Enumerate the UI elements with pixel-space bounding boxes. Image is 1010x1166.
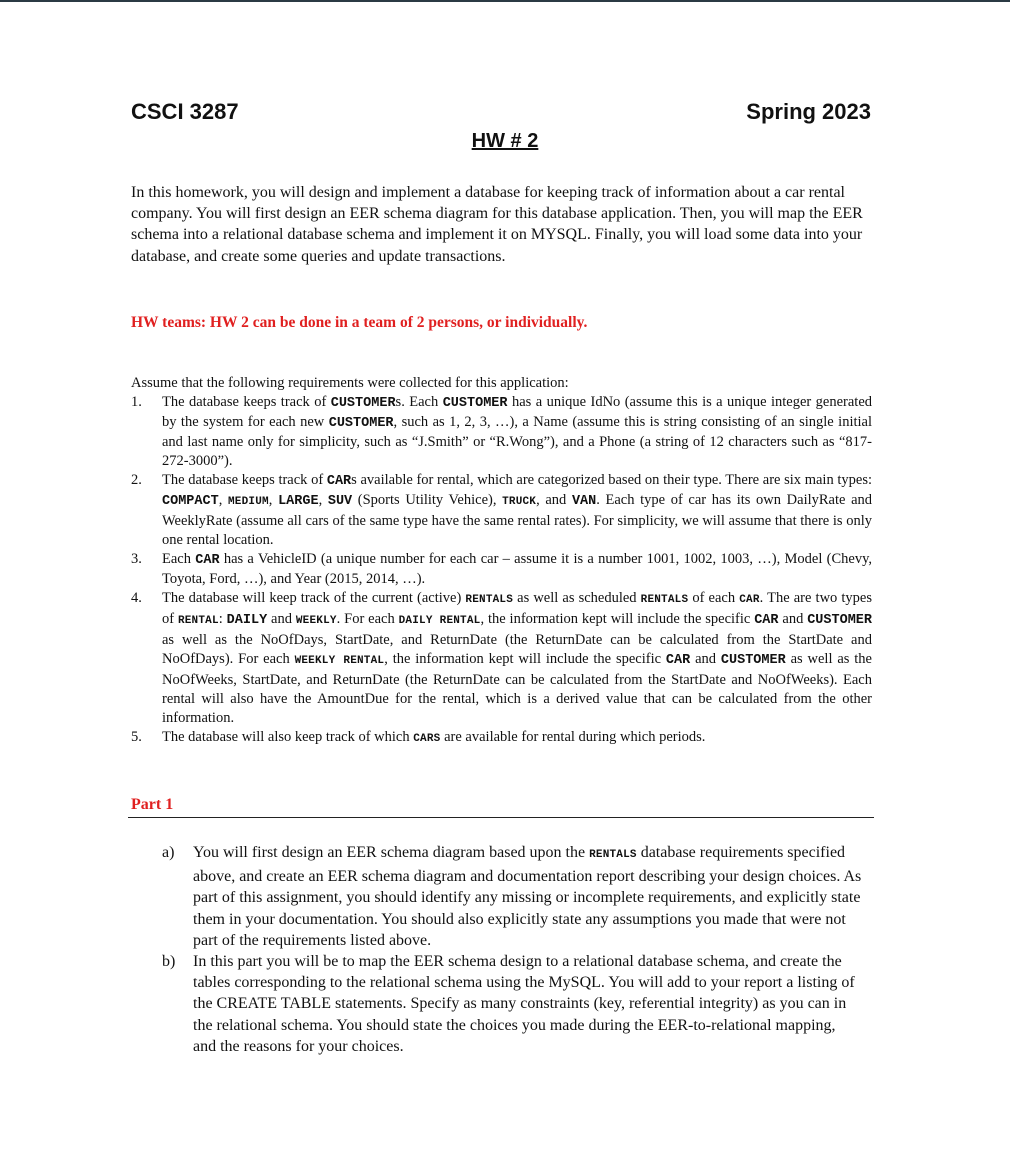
entity-term-small: WEEKLY RENTAL: [294, 655, 385, 667]
req-text: as well as the NoOfWeeks, StartDate, and ReturnDate (the ReturnDate can be calculated from the StartDate and NoOfWeeks). Each rental will also have the AmountDue for the rental, which is a derived value that can be calculated from the other information.: [162, 651, 872, 726]
req-text: The database keeps track of: [162, 472, 327, 488]
entity-term-small: RENTAL: [177, 615, 219, 627]
entity-term-small: CARS: [413, 733, 441, 745]
entity-term: SUV: [327, 494, 353, 509]
entity-term-small: CAR: [739, 594, 760, 606]
req-text: of each: [688, 590, 740, 606]
term-label: Spring 2023: [746, 99, 871, 124]
part1-divider: [128, 817, 874, 818]
req-text: , the information kept will include the specific: [384, 651, 666, 667]
part1-text: database requirements specified above, and create an EER schema diagram and documentation report describing your design choices. As part of this assignment, you should identify any missing or incomplete requirements, and explicitly state them in your documentation. You should also explicitly state any assumptions you made that were not part of the requirements listed above.: [193, 844, 862, 949]
req-text: Each: [162, 551, 196, 567]
req-text: ,: [318, 492, 328, 508]
part1-item: [162, 842, 862, 951]
entity-term-small: RENTALS: [640, 594, 689, 606]
requirement-number: 5.: [131, 729, 142, 745]
entity-term: VAN: [571, 494, 597, 509]
req-text: , the information kept will include the specific: [480, 611, 755, 627]
requirement-item: [131, 550, 872, 589]
entity-term: CAR: [665, 653, 691, 668]
req-text: has a unique IdNo (assume this is a unique integer generated by the system for each new: [162, 394, 873, 430]
requirement-number: 2.: [131, 472, 142, 488]
entity-term-small: WEEKLY: [295, 615, 337, 627]
intro-paragraph: In this homework, you will design and implement a database for keeping track of information about a car rental company. You will first design an EER schema diagram for this database application. Then, you will map the EER schema into a relational database schema and implement it on MYSQL. Finally, you will load some data into your database, and create some queries and update transactions.: [131, 184, 863, 265]
req-text: and: [778, 611, 808, 627]
entity-term: CUSTOMER: [330, 396, 396, 411]
req-text: and: [267, 611, 296, 627]
entity-term-small: DAILY RENTAL: [398, 615, 481, 627]
entity-term: CAR: [326, 474, 352, 489]
requirements-list: [131, 393, 872, 749]
entity-term: LARGE: [278, 494, 319, 509]
part1-heading: Part 1: [131, 796, 174, 813]
entity-term-small: TRUCK: [502, 496, 537, 508]
req-text: as well as scheduled: [513, 590, 641, 606]
req-text: The database will also keep track of which: [162, 729, 414, 745]
entity-term-small: MEDIUM: [227, 496, 269, 508]
entity-term-small: RENTALS: [589, 849, 637, 861]
requirement-number: 1.: [131, 394, 142, 410]
req-text: . The are two types of: [162, 590, 872, 627]
requirement-number: 3.: [131, 551, 142, 567]
requirement-item: [131, 589, 872, 728]
req-text: The database keeps track of: [162, 394, 331, 410]
part1-item: [162, 951, 862, 1057]
req-text: (Sports Utility Vehice),: [352, 492, 503, 508]
requirement-item: [131, 393, 872, 471]
req-text: are available for rental during which periods.: [440, 729, 706, 745]
entity-term: CUSTOMER: [328, 416, 394, 431]
req-text: s. Each: [395, 394, 443, 410]
part1-text: In this part you will be to map the EER schema design to a relational database schema, and create the tables corresponding to the relational schema using the MySQL. You will add to your report a listing of the CREATE TABLE statements. Specify as many constraints (key, referential integrity) as you can in the relational schema. You should state the choices you made during the EER-to-relational mapping, and the reasons for your choices.: [193, 953, 855, 1055]
part1-text: You will first design an EER schema diagram based upon the: [193, 844, 590, 861]
req-text: ,: [218, 492, 228, 508]
req-text: The database will keep track of the current (active): [162, 590, 466, 606]
entity-term: COMPACT: [162, 494, 219, 509]
entity-term: DAILY: [226, 613, 268, 628]
entity-term: CAR: [195, 553, 220, 568]
entity-term-small: RENTALS: [465, 594, 514, 606]
teams-note: HW teams: HW 2 can be done in a team of 2 persons, or individually.: [131, 314, 588, 331]
entity-term: CUSTOMER: [442, 396, 508, 411]
requirement-item: [131, 728, 872, 749]
entity-term: CAR: [754, 613, 779, 628]
req-text: ,: [268, 492, 279, 508]
entity-term: CUSTOMER: [720, 653, 786, 668]
homework-title: HW # 2: [471, 130, 539, 152]
req-text: as well as the NoOfDays, StartDate, and ReturnDate (the ReturnDate can be calculated from the StartDate and NoOfDays). For each: [162, 632, 872, 667]
requirement-item: [131, 471, 872, 550]
req-text: , such as 1, 2, 3, …), a Name (assume this is string consisting of an single initial and last name only for simplicity, such as “J.Smith” or “R.Wong”), and a Phone (a string of 12 characters such as “817-272-3000”).: [162, 414, 872, 469]
entity-term: CUSTOMER: [807, 613, 872, 628]
req-text: . Each type of car has its own DailyRate and WeeklyRate (assume all cars of the same type have the same rental rates). For simplicity, we will assume that there is only one rental location.: [162, 492, 873, 548]
part1-item-label: b): [162, 953, 176, 971]
req-text: , and: [536, 492, 572, 508]
part1-list: [162, 842, 862, 1057]
req-text: s available for rental, which are categorized based on their type. There are six main types:: [351, 472, 873, 488]
req-text: . For each: [336, 611, 399, 627]
req-text: has a VehicleID (a unique number for each car – assume it is a number 1001, 1002, 1003, …), Model (Chevy, Toyota, Ford, …), and Year (2015, 2014, …).: [162, 551, 872, 587]
req-text: and: [690, 651, 721, 667]
requirement-number: 4.: [131, 590, 142, 606]
req-text: :: [218, 611, 227, 627]
course-code: CSCI 3287: [131, 99, 239, 124]
requirements-lead: Assume that the following requirements were collected for this application:: [131, 375, 569, 391]
part1-item-label: a): [162, 844, 175, 861]
